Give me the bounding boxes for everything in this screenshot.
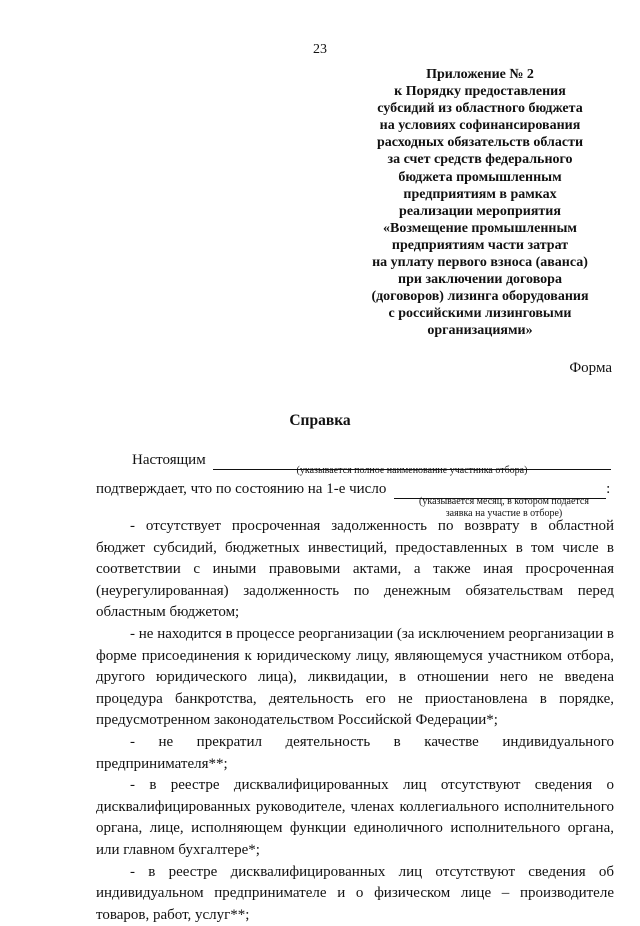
- appendix-line: бюджета промышленным: [352, 169, 608, 186]
- form-label: Форма: [569, 360, 612, 377]
- participant-field-hint: (указывается полное наименование участника отбора): [254, 465, 570, 477]
- appendix-line: предприятиям в рамках: [352, 186, 608, 203]
- appendix-line: (договоров) лизинга оборудования: [352, 288, 608, 305]
- appendix-line: предприятиям части затрат: [352, 237, 608, 254]
- month-field-label: подтверждает, что по состоянию на 1-е число: [96, 481, 386, 497]
- statement-body: [96, 516, 614, 926]
- page-number: 23: [0, 42, 640, 58]
- month-hint-line: заявка на участие в отборе): [388, 508, 620, 520]
- statement-paragraph: - не прекратил деятельность в качестве индивидуального предпринимателя**;: [96, 732, 614, 775]
- appendix-line: к Порядку предоставления: [352, 83, 608, 100]
- statement-paragraph: - в реестре дисквалифицированных лиц отсутствуют сведения об индивидуальном предпринимателе и о физическом лице – производителе товаров, работ, услуг**;: [96, 862, 614, 926]
- participant-field-label: Настоящим: [132, 452, 206, 468]
- appendix-line: на условиях софинансирования: [352, 117, 608, 134]
- appendix-line: реализации мероприятия: [352, 203, 608, 220]
- month-field-colon: :: [606, 481, 610, 497]
- appendix-line: субсидий из областного бюджета: [352, 100, 608, 117]
- appendix-line: расходных обязательств области: [352, 134, 608, 151]
- document-title: Справка: [0, 412, 640, 430]
- appendix-line: при заключении договора: [352, 271, 608, 288]
- appendix-line: с российскими лизинговыми: [352, 305, 608, 322]
- appendix-line: «Возмещение промышленным: [352, 220, 608, 237]
- appendix-line: организациями»: [352, 322, 608, 339]
- appendix-heading: [352, 66, 608, 340]
- appendix-line: за счет средств федерального: [352, 151, 608, 168]
- statement-paragraph: - отсутствует просроченная задолженность по возврату в областной бюджет субсидий, бюджетных инвестиций, предоставленных в том числе в соответствии с иными правовыми актами, а также иная просроченная (неурегулированная) задолженность по денежным обязательствам перед областным бюджетом;: [96, 516, 614, 624]
- appendix-line: Приложение № 2: [352, 66, 608, 83]
- month-hint-line: (указывается месяц, в котором подается: [388, 496, 620, 508]
- appendix-line: на уплату первого взноса (аванса): [352, 254, 608, 271]
- statement-paragraph: - не находится в процессе реорганизации (за исключением реорганизации в форме присоединения к юридическому лицу, являющемуся участником отбора, другого юридического лица), ликвидации, в отношении него не введена процедура банкротства, деятельность его не приостановлена в порядке, предусмотренном законодательством Российской Федерации*;: [96, 624, 614, 732]
- statement-paragraph: - в реестре дисквалифицированных лиц отсутствуют сведения о дисквалифицированных руководителе, членах коллегиального исполнительного органа, лице, исполняющем функции единоличного исполнительного органа, или главном бухгалтере*;: [96, 775, 614, 861]
